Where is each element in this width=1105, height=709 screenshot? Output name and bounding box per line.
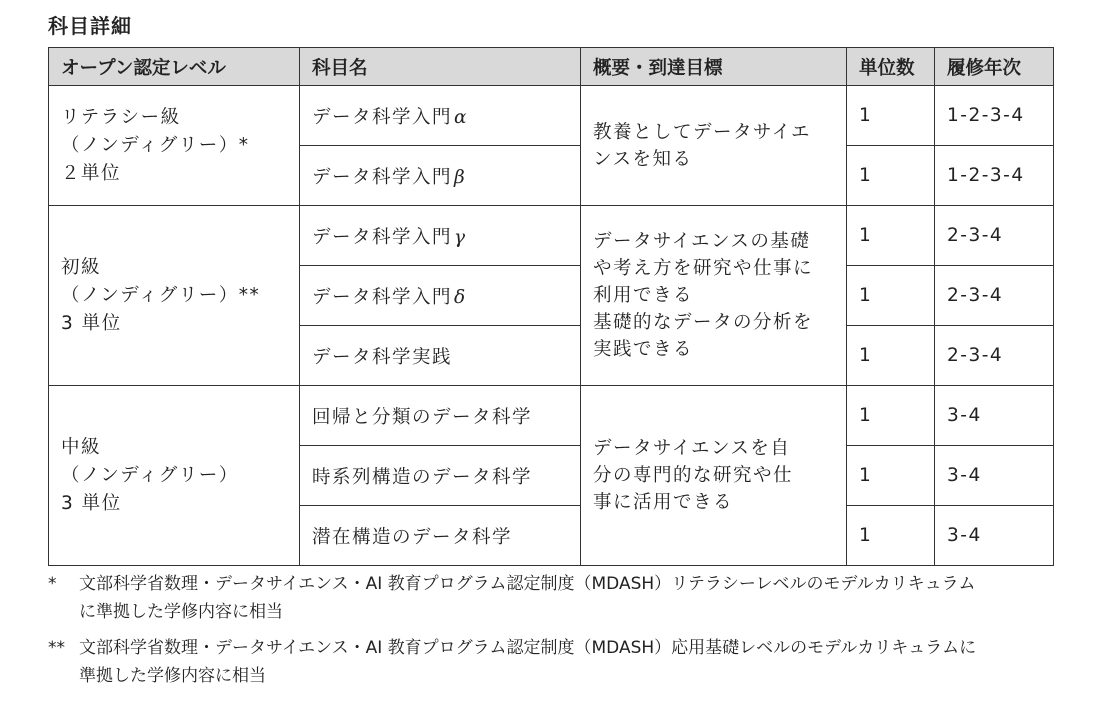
course-name-cell <box>300 506 581 566</box>
units-cell: 1 <box>847 326 935 386</box>
summary-line: 基礎的なデータの分析を <box>593 312 814 333</box>
course-name-cell <box>300 266 581 326</box>
header-years: 履修年次 <box>935 48 1054 86</box>
course-name: 潜在構造のデータ科学 <box>312 526 513 548</box>
footnote-line: 文部科学省数理・データサイエンス・AI 教育プログラム認定制度（MDASH）リテラシーレベルのモデルカリキュラム <box>79 574 976 594</box>
years-cell: 3-4 <box>935 386 1054 446</box>
summary-line: データサイエンスの基礎 <box>593 231 811 252</box>
summary-line: データサイエンスを自 <box>593 438 791 459</box>
units-cell: 1 <box>847 386 935 446</box>
years-cell: 2-3-4 <box>935 266 1054 326</box>
course-greek-symbol: β <box>454 166 467 188</box>
level-units: ２単位 <box>61 162 122 184</box>
header-course-name: 科目名 <box>300 48 581 86</box>
units-cell: 1 <box>847 266 935 326</box>
course-name: データ科学入門 <box>312 226 453 248</box>
table-row <box>49 386 1054 446</box>
course-name: データ科学入門 <box>312 106 453 128</box>
level-cell-intermediate <box>49 386 300 566</box>
years-cell: 3-4 <box>935 446 1054 506</box>
course-name: データ科学実践 <box>312 346 453 368</box>
summary-line: や考え方を研究や仕事に <box>593 258 814 279</box>
footnote-line: 文部科学省数理・データサイエンス・AI 教育プログラム認定制度（MDASH）応用基礎レベルのモデルカリキュラムに <box>79 638 977 658</box>
level-degree: （ノンディグリー） <box>61 464 239 486</box>
course-name-cell <box>300 86 581 146</box>
level-cell-literacy <box>49 86 300 206</box>
course-greek-symbol: α <box>454 106 469 128</box>
table-row <box>49 206 1054 266</box>
course-name: 時系列構造のデータ科学 <box>312 466 533 488</box>
level-units: 3 単位 <box>61 312 122 334</box>
level-cell-beginner <box>49 206 300 386</box>
summary-line: ンスを知る <box>593 148 693 170</box>
years-cell: 3-4 <box>935 506 1054 566</box>
summary-line: 教養としてデータサイエ <box>593 121 811 143</box>
summary-cell-beginner <box>581 206 847 386</box>
footnote-mark: * <box>48 574 57 594</box>
summary-line: 分の専門的な研究や仕 <box>593 465 794 486</box>
course-name-cell <box>300 206 581 266</box>
page-title: 科目詳細 <box>48 14 132 38</box>
level-name: 中級 <box>61 436 102 458</box>
table-header-row <box>49 48 1054 86</box>
course-name-cell <box>300 446 581 506</box>
summary-cell-literacy <box>581 86 847 206</box>
units-cell: 1 <box>847 86 935 146</box>
units-cell: 1 <box>847 446 935 506</box>
course-detail-table <box>48 47 1054 566</box>
footnote-applied <box>48 634 1068 690</box>
footnote-literacy <box>48 570 1068 626</box>
course-name-cell <box>300 146 581 206</box>
level-name: リテラシー級 <box>61 106 181 128</box>
years-cell: 2-3-4 <box>935 326 1054 386</box>
units-cell: 1 <box>847 206 935 266</box>
table-row <box>49 86 1054 146</box>
years-cell: 1-2-3-4 <box>935 86 1054 146</box>
units-cell: 1 <box>847 506 935 566</box>
course-name: データ科学入門 <box>312 286 453 308</box>
level-degree: （ノンディグリー）** <box>61 284 261 306</box>
years-cell: 2-3-4 <box>935 206 1054 266</box>
level-degree: （ノンディグリー）* <box>61 134 250 156</box>
footnote-mark: ** <box>48 638 65 658</box>
course-greek-symbol: γ <box>454 226 467 248</box>
level-units: 3 単位 <box>61 492 122 514</box>
course-name-cell <box>300 326 581 386</box>
summary-line: 事に活用できる <box>593 492 734 513</box>
course-name: データ科学入門 <box>312 166 453 188</box>
years-cell: 1-2-3-4 <box>935 146 1054 206</box>
header-summary: 概要・到達目標 <box>581 48 847 86</box>
summary-line: 実践できる <box>593 339 694 360</box>
footnote-line: に準拠した学修内容に相当 <box>79 602 283 622</box>
summary-line: 利用できる <box>593 285 694 306</box>
summary-cell-intermediate <box>581 386 847 566</box>
footnotes <box>48 570 1068 698</box>
units-cell: 1 <box>847 146 935 206</box>
header-units: 単位数 <box>847 48 935 86</box>
course-name-cell <box>300 386 581 446</box>
header-level: オープン認定レベル <box>49 48 300 86</box>
level-name: 初級 <box>61 256 102 278</box>
footnote-line: 準拠した学修内容に相当 <box>79 666 266 686</box>
course-name: 回帰と分類のデータ科学 <box>312 406 533 428</box>
course-greek-symbol: δ <box>454 286 467 308</box>
